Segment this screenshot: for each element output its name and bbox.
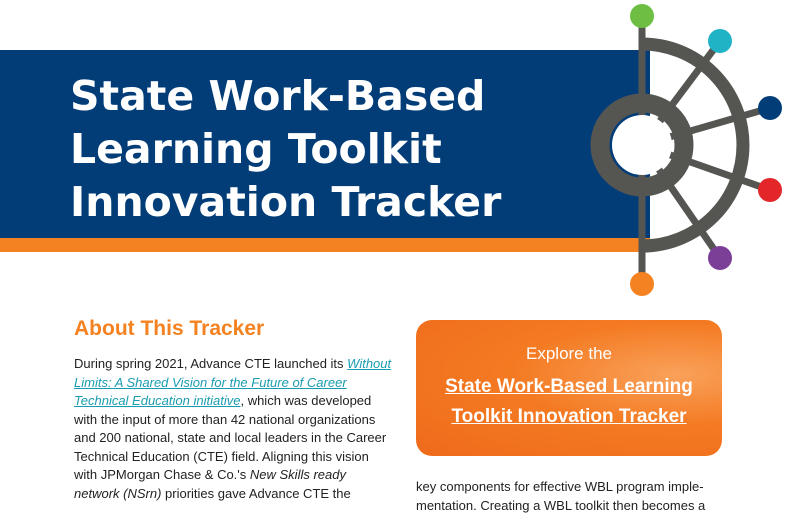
about-text: During spring 2021, Advance CTE launched its [74,356,347,371]
title-line: Learning Toolkit [70,123,501,176]
about-text: priorities gave Advance CTE the [161,486,350,501]
cta-pretext: Explore the [416,344,722,364]
ship-wheel-icon [560,0,803,300]
cta-link-line: State Work-Based Learning [416,372,722,402]
title-line: Innovation Tracker [70,176,501,229]
right-text-line: key components for effective WBL program imple- [416,478,736,497]
teal-dot [708,29,732,53]
without-limits-link[interactable]: Without Limits: A Shared Vision for the Future of Career Technical Education initiative [74,356,391,408]
red-dot [758,178,782,202]
banner-accent-stripe [0,238,650,252]
explore-tracker-button[interactable] [416,320,722,456]
cta-link[interactable] [416,372,722,432]
navy-dot [758,96,782,120]
about-text: , which was developed with the input of more than 42 national organizations and 200 national, state and local leaders in the Career Technical Education (CTE) field. Aligning this vision with JPMorgan Chase & Co.'s [74,393,386,482]
page-title [70,70,501,229]
purple-dot [708,246,732,270]
green-dot [630,4,654,28]
wheel-hub-center [612,115,672,175]
nsrn-italic: New Skills ready network (NSrn) [74,467,346,501]
cta-link-line: Toolkit Innovation Tracker [416,402,722,432]
about-heading: About This Tracker [74,317,264,341]
about-paragraph [74,355,392,503]
title-line: State Work-Based [70,70,501,123]
right-column-text [416,478,736,515]
orange-dot [630,272,654,296]
right-text-line: mentation. Creating a WBL toolkit then becomes a [416,497,736,515]
